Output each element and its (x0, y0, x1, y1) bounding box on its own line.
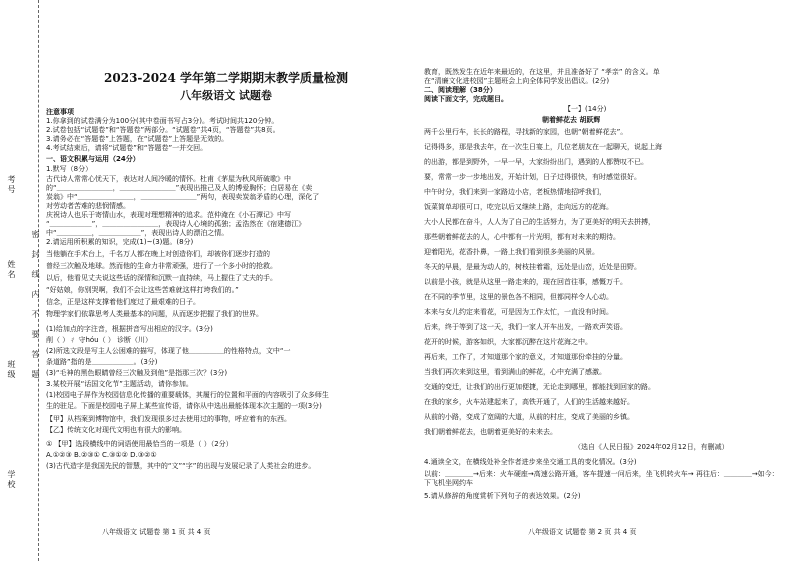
subquestion: A.①②③ B.②③① C.③①② D.③②① (46, 451, 157, 459)
section-heading: 二、阅读理解（38分） (424, 86, 497, 94)
page-footer-left: 八年级语文 试题卷 第 1 页 共 4 页 (102, 528, 211, 536)
article-paragraph: 那些朝着鲜花去的人，心中都有一片光明，都有对未来的期待。 (424, 233, 620, 241)
seal-char: 密 (31, 230, 40, 238)
article-paragraph: 记得得多，那是我去年，在一次生日宴上，几位老朋友在一起聊天，说起上海 (424, 143, 662, 151)
binding-label-number: 考号 (7, 175, 16, 195)
article-paragraph: 的出游，都是到野外，一早一早，大家纷纷出门，遇到的人都赞叹不已。 (424, 158, 648, 166)
article-paragraph: 交通的变迁，让我们的出行更加便捷，无论走到哪里，都能找到回家的路。 (424, 383, 655, 391)
subquestion: 削（ ）ㄔ 守hóu（ ） 诊断（川） (46, 336, 153, 344)
intro-line: 在“清廉文化进校园”主题班会上向全体同学发出倡议。(2分) (424, 77, 610, 85)
subquestion: ① 【甲】选段横线中的词语使用最恰当的一项是（ ）（2分） (46, 440, 233, 448)
question-text: 5.请从修辞的角度赏析下列句子的表达效果。(2分) (424, 492, 581, 500)
question-text: 古代诗人常常心忧天下，表达对人间冷暖的情怀。杜甫《茅屋为秋风所破歌》中 (46, 175, 291, 183)
exam-title: 2023-2024 学年第二学期期末教学质量检测 (104, 71, 348, 85)
page-right (424, 0, 784, 561)
question-text: 中“＿＿＿＿＿，＿＿＿＿＿＿”，表现出诗人的漂泊之情。 (46, 229, 229, 237)
subquestion: (2)所选文段是写主人公困难的描写，体现了他＿＿＿＿＿的性格特点，文中“一 (46, 347, 291, 355)
notes-heading: 注意事项 (46, 108, 74, 116)
exam-subtitle: 八年级语文 试题卷 (180, 89, 272, 102)
article-paragraph: 大小人民都在奋斗，人人为了自己的生活努力，为了更美好的明天去拼搏， (424, 218, 655, 226)
subquestion: (3)古代造字是我国先民的智慧，其中的“文”“字”的出现与发展记录了人类社会的进步。 (46, 462, 316, 470)
question-text: 的“＿＿＿＿＿＿＿＿，＿＿＿＿＿＿＿＿”表现出推己及人的博爱胸怀；白居易在《卖 (46, 184, 313, 192)
binding-strip (0, 0, 39, 561)
seal-char: 不 (31, 310, 40, 318)
binding-label-school: 学校 (7, 470, 16, 490)
question-text: 4.通读全文，在横线处补全作者进步来坐交通工具的变化情况。(3分) (424, 458, 637, 466)
question-heading: 1.默写（8分） (46, 165, 93, 173)
article-paragraph: 再后来，工作了，才知道那个家的意义，才知道那份牵挂的分量。 (424, 353, 627, 361)
passage-line: 信念，正是这样支撑着他们度过了最艰难的日子。 (46, 298, 200, 306)
subquestion: 生的驻足。下面是校园电子屏上某些宣传语，请你从中选出最能体现本次主题的一项(3分) (46, 402, 322, 410)
question-text: 炭翁》中“＿＿＿＿＿＿＿＿，＿＿＿＿＿＿＿＿”两句，表现卖炭翁矛盾的心理，深化了 (46, 193, 320, 201)
article-paragraph: 当我们再次来到这里，看到满山的鲜花，心中充满了感激。 (424, 368, 606, 376)
note-item: 2.试卷包括“试题卷”和“答题卷”两部分。“试题卷”共4页，“答题卷”共8页。 (46, 126, 280, 134)
subquestion: (1)给加点的字注音，根据拼音写出相应的汉字。(3分) (46, 325, 213, 333)
note-item: 1.你拿到的试卷满分为100分(其中卷面书写占3分)。考试时间共120分钟。 (46, 117, 279, 125)
question-text: 2.请运用所积累的知识，完成(1)~(3)题。(8分) (46, 238, 194, 246)
article-source: （选自《人民日报》2024年02月12日，有删减） (574, 443, 729, 451)
article-paragraph: 在我的家乡，火车站建起来了，高铁开通了，人们的生活越来越好。 (424, 398, 634, 406)
passage-line: 曾经三次触及地球。然而他的生命力非常顽强，进行了一个多小时的抢救。 (46, 262, 277, 270)
question-text: 对劳动者苦难的悲悯情感。 (46, 202, 130, 210)
article-paragraph: 两千公里行车，长长的路程，寻找新的家园，也朝“朝着鲜花去”。 (424, 128, 628, 136)
seal-char: 答 (31, 350, 40, 358)
article-paragraph: 要，常常一步一步地出发，开始计划，日子过得很快，有时感觉很好。 (424, 173, 641, 181)
article-paragraph: 本来与女儿约定来看花，可是因为工作太忙，一直没有时间。 (424, 308, 613, 316)
article-paragraph: 我们朝着鲜花去，也朝着更美好的未来去。 (424, 428, 557, 436)
subquestion: 【乙】传统文化对现代文明也有很大的影响。 (46, 426, 186, 434)
binding-label-class: 班级 (7, 360, 16, 380)
subquestion: 【甲】从档案到博物馆中，我们发现很多过去使用过的事物，呼应着有的东西。 (46, 415, 291, 423)
seal-char: 封 (31, 250, 40, 258)
subquestion: (3)“毛神的黑色眼睛曾经三次触及到他”是指那三次？(3分) (46, 369, 228, 377)
page-left (46, 0, 406, 561)
seal-char: 线 (31, 270, 40, 278)
passage-line: 以后，他看见丈夫说这些话的深情和沉默一直持续，马上握住了丈夫的手。 (46, 274, 277, 282)
text-label: 【一】(14分) (564, 105, 607, 113)
subquestion: 3.某校开展“话国文化节”主题活动，请你参加。 (46, 380, 193, 388)
note-item: 3.请务必在“答题卷”上答题，在“试题卷”上答题是无效的。 (46, 135, 229, 143)
question-chain: 以前：＿＿＿＿→后来：火车硬座→高速公路开通，客车提速一问后来，坐飞机转火车→ 再往后：＿＿＿＿→如今：下飞机坐网约车 (424, 470, 779, 488)
article-paragraph: 冬天的早晨，是最为动人的，树枝挂着霜，远处是山峦，近处是田野。 (424, 263, 641, 271)
question-text: “＿＿＿＿＿＿”，＿＿＿＿＿＿＿＿，表现诗人心境的孤独；孟浩然在《宿建德江》 (46, 220, 306, 228)
article-paragraph: 花开的时候，游客如织，大家都沉醉在这片花海之中。 (424, 338, 592, 346)
note-item: 4.考试结束后，请将“试题卷”和“答题卷”一并交回。 (46, 144, 208, 152)
article-paragraph: 后来，终于等到了这一天，我们一家人开车出发，一路欢声笑语。 (424, 323, 627, 331)
seal-char: 要 (31, 330, 40, 338)
seal-char: 题 (31, 370, 40, 378)
seal-char: 内 (31, 290, 40, 298)
article-title: 朝着鲜花去 胡跃辉 (542, 115, 601, 124)
subquestion: (1)校园电子屏作为校园信息化传播的重要载体，其履行的位置和平面的内容吸引了众多师生 (46, 391, 329, 399)
article-paragraph: 中午时分，我们来到一家路边小店，老板热情地招呼我们， (424, 188, 606, 196)
intro-line: 教育，既然发生在近年来最近的，在这里，并且准备好了 “孝亲” 的含义。单 (424, 68, 660, 76)
passage-line: “好姑娘，你别哭啊，我们不会让这些苦难就这样打垮我们的。” (46, 286, 239, 294)
binding-label-name: 姓名 (7, 260, 16, 280)
page-footer-right: 八年级语文 试题卷 第 2 页 共 4 页 (528, 528, 637, 536)
passage-line: 当他躺在手术台上，千名万人都在晚上对创造你们，却被你们逐步打造的 (46, 250, 270, 258)
article-paragraph: 饭菜简单却很可口，吃完以后又继续上路，走向远方的花海。 (424, 203, 613, 211)
article-paragraph: 从前的小路，变成了宽阔的大道，从前的村庄，变成了美丽的乡镇。 (424, 413, 634, 421)
article-paragraph: 迎着阳光，花香扑鼻，一路上我们看到很多美丽的风景。 (424, 248, 599, 256)
section-subheading: 阅读下面文字，完成题目。 (424, 95, 508, 103)
section-heading: 一、语文积累与运用（24分） (46, 155, 140, 163)
article-paragraph: 以前是小孩，就是从这里一路走来的，现在回首往事，感慨万千。 (424, 278, 627, 286)
passage-line: 物理学家们依靠思考人类最基本的问题，从而逐步把握了我们的世界。 (46, 310, 263, 318)
article-paragraph: 在不同的季节里，这里的景色各不相同，但都同样令人心动。 (424, 293, 613, 301)
subquestion: 条道路”指的是＿＿＿＿＿＿。(3分) (46, 358, 158, 366)
question-text: 庆祝诗人也乐于寄情山水，表现对理想精神的追求。范仲淹在《小石潭记》中写 (46, 211, 291, 219)
